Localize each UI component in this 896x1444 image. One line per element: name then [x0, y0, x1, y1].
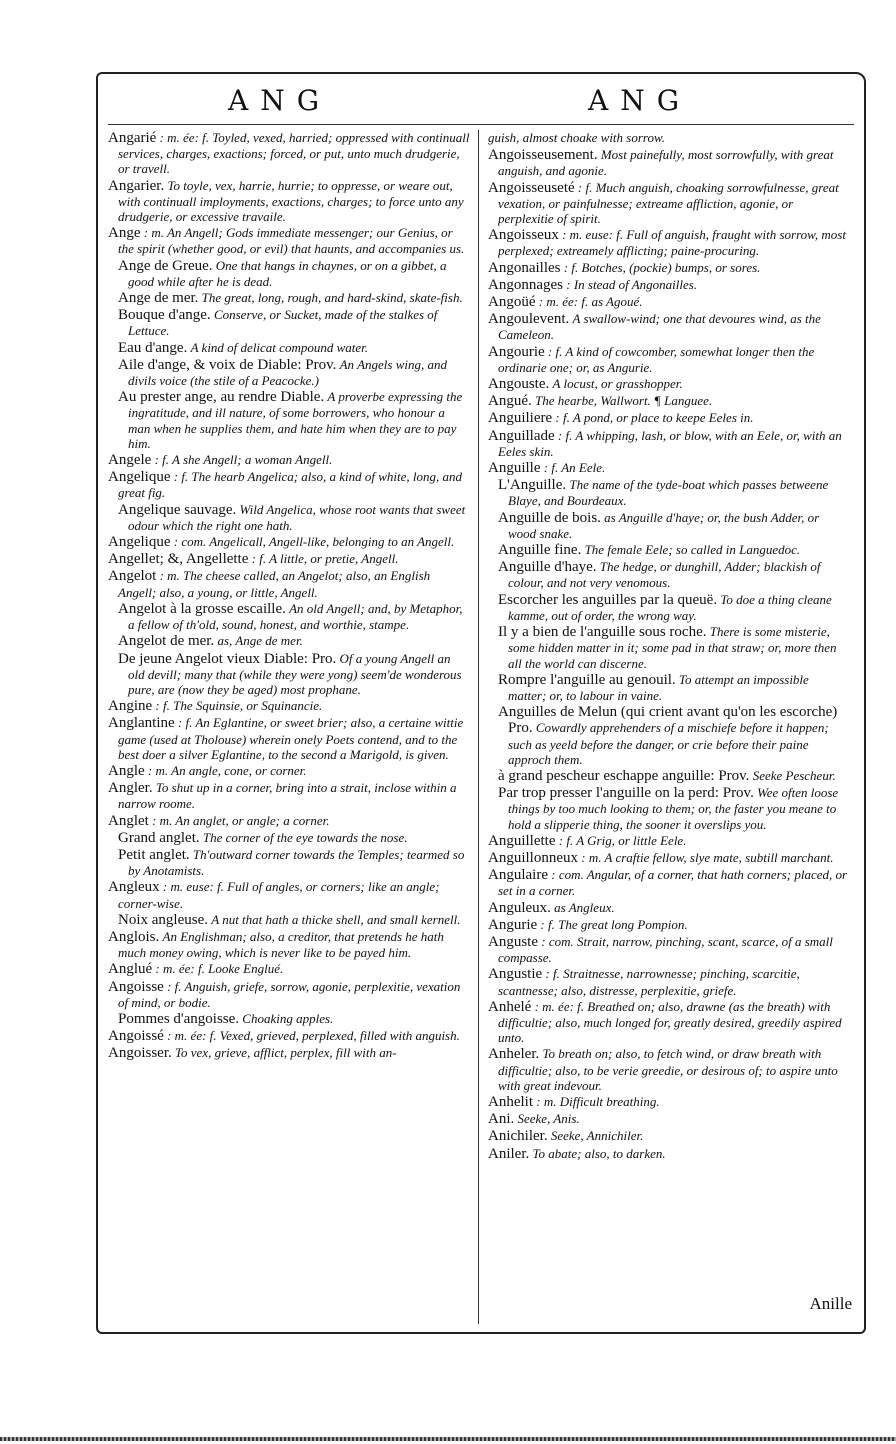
entry-definition: : m. An anglet, or angle; a corner.: [152, 812, 330, 828]
entry-headword: Angoüé: [488, 294, 536, 311]
entry-definition: : m. ée: f. Toyled, vexed, harried; oppressed with continuall services, charges, exactions; forced, or put, unto much drudgerie, or travell.: [118, 130, 470, 177]
entry-headword: Angurie: [488, 916, 538, 933]
entry-definition: : f. The Squinsie, or Squinancie.: [155, 698, 323, 714]
dictionary-entry: [488, 477, 850, 508]
entry-headword: Angleux: [108, 879, 160, 896]
entry-headword: Pommes d'angoisse.: [118, 1010, 240, 1027]
dictionary-entry: [488, 704, 850, 767]
entry-definition: : f. The great long Pompion.: [540, 916, 688, 932]
dictionary-entry: [488, 867, 850, 898]
dictionary-entry: [108, 780, 470, 811]
dictionary-entry: [488, 130, 850, 146]
entry-headword: Angelot à la grosse escaille.: [118, 600, 286, 617]
dictionary-entry: [108, 601, 470, 632]
dictionary-entry: [488, 999, 850, 1046]
running-header: [98, 84, 864, 124]
dictionary-entry: [488, 227, 850, 258]
dictionary-entry: [108, 568, 470, 599]
dictionary-page: [96, 72, 866, 1334]
dictionary-entry: [488, 147, 850, 178]
entry-definition: Of a young Angell an old devill; many that (while they were yong) seem'de wonderous pure, are (now they be aged) most prophane.: [128, 650, 462, 697]
dictionary-entry: [108, 258, 470, 289]
dictionary-entry: [108, 534, 470, 550]
entry-definition: Th'outward corner towards the Temples; tearmed so by Anotamists.: [128, 846, 465, 879]
dictionary-entry: [488, 510, 850, 541]
entry-definition: There is some misterie, some hidden matter in it; some pad in that straw; or, more then all the world can discerne.: [508, 624, 837, 671]
entry-headword: à grand pescheur eschappe anguille: Prov.: [498, 767, 750, 784]
entry-headword: Aile d'ange, & voix de Diable: Prov.: [118, 356, 337, 373]
entry-definition: : f. An Eglantine, or sweet brier; also, a certaine wittie game (used at Tholouse) wherein onely Poets contend, and to the best doer a silver Eglantine, to the second a Marigold, is given.: [118, 715, 464, 762]
entry-definition: An old Angell; and, by Metaphor, a fellow of th'old, sound, honest, and worthie, stampe.: [128, 600, 463, 633]
dictionary-entry: [488, 785, 850, 832]
dictionary-entry: [108, 551, 470, 567]
entry-headword: Angelique sauvage.: [118, 501, 237, 518]
dictionary-entry: [488, 542, 850, 558]
dictionary-entry: [108, 307, 470, 338]
entry-definition: To vex, grieve, afflict, perplex, fill with an-: [175, 1045, 397, 1061]
entry-definition: : m. The cheese called, an Angelot; also, an English Angell; also, a young, or little, Angell.: [118, 568, 431, 600]
entry-headword: Anguilles de Melun (qui crient avant qu'on les escorche) Pro.: [498, 704, 838, 737]
entry-headword: Il y a bien de l'anguille sous roche.: [498, 624, 707, 641]
entry-definition: : m. ée: f. Vexed, grieved, perplexed, filled with anguish.: [167, 1028, 460, 1044]
entry-headword: Anguillette: [488, 832, 556, 849]
entry-definition: : m. ée: f. as Agoué.: [538, 294, 643, 310]
entry-definition: A locust, or grasshopper.: [552, 376, 683, 392]
entry-definition: To abate; also, to darken.: [532, 1145, 666, 1161]
entry-definition: : m. An angle, cone, or corner.: [147, 762, 307, 778]
entry-headword: Angoisser.: [108, 1045, 172, 1062]
dictionary-entry: [108, 469, 470, 500]
dictionary-entry: [108, 961, 470, 977]
entry-definition: : f. Much anguish, choaking sorrowfulnesse, great vexation, or painfulnesse; extreame affliction, agonie, or perplexitie of spirit.: [498, 179, 839, 227]
dictionary-entry: [108, 763, 470, 779]
entry-headword: Angine: [108, 698, 153, 715]
entry-definition: Wee often loose things by too much looking to them; or, the faster you meane to hold a slipperie thing, the sooner it overslips you.: [508, 785, 839, 832]
entry-headword: Angoisseuseté: [488, 179, 575, 196]
entry-headword: Angele: [108, 452, 152, 469]
entry-definition: : com. Strait, narrow, pinching, scant, scarce, of a small compasse.: [498, 933, 833, 966]
entry-headword: Ange de Greue.: [118, 257, 213, 274]
entry-headword: Anguste: [488, 933, 538, 950]
entry-definition: To breath on; also, to fetch wind, or draw breath with difficultie; also, to be verie greedie, or desirous of; to aspire unto with great indevour.: [498, 1046, 838, 1093]
catchword: Anille: [809, 1294, 852, 1313]
entry-definition: Seeke, Annichiler.: [550, 1128, 644, 1144]
entry-definition: : m. ée: f. Breathed on; also, drawne (as the breath) with difficultie; also, much longed for, greatly desired, greedily aspired unto.: [498, 998, 842, 1046]
entry-headword: Anglantine: [108, 715, 175, 732]
dictionary-entry: [108, 357, 470, 388]
entry-headword: Aniler.: [488, 1145, 530, 1162]
entry-headword: Anglois.: [108, 928, 160, 945]
entry-definition: : f. A pond, or place to keepe Eeles in.: [555, 410, 754, 426]
entry-definition: as Angleux.: [554, 899, 615, 915]
dictionary-entry: [488, 393, 850, 409]
dictionary-entry: [108, 698, 470, 714]
dictionary-entry: [108, 225, 470, 256]
dictionary-entry: [108, 130, 470, 177]
entry-definition: The hedge, or dunghill, Adder; blackish of colour, and not very venomous.: [508, 559, 821, 591]
entry-definition: : f. Anguish, griefe, sorrow, agonie, perplexitie, vexation of mind, or bodie.: [118, 978, 461, 1010]
dictionary-entry: [108, 929, 470, 960]
dictionary-entry: [488, 559, 850, 590]
entry-definition: : f. A kind of cowcomber, somewhat longer then the ordinarie one; or, as Angurie.: [498, 343, 815, 375]
entry-definition: : f. An Eele.: [543, 460, 606, 476]
entry-headword: Anglué: [108, 961, 153, 978]
entry-definition: Wild Angelica, whose root wants that sweet odour which the right one hath.: [128, 501, 466, 533]
entry-definition: An Angels wing, and divils voice (the stile of a Peacocke.): [128, 356, 447, 389]
dictionary-entry: [488, 260, 850, 276]
dictionary-entry: [488, 460, 850, 476]
header-right: ANG: [588, 84, 692, 117]
entry-headword: Angoisse: [108, 978, 164, 995]
column-divider: [478, 130, 479, 1324]
entry-definition: : m. Difficult breathing.: [536, 1093, 660, 1109]
entry-headword: Angustie: [488, 966, 543, 983]
entry-headword: Bouque d'ange.: [118, 307, 211, 324]
dictionary-entry: [108, 979, 470, 1010]
dictionary-entry: [488, 1111, 850, 1127]
entry-headword: Angarier.: [108, 177, 165, 194]
right-column: [488, 130, 850, 1163]
entry-definition: A nut that hath a thicke shell, and small kernell.: [211, 911, 461, 927]
entry-headword: Angelot de mer.: [118, 633, 215, 650]
entry-headword: Par trop presser l'anguille on la perd: Prov.: [498, 785, 754, 802]
dictionary-entry: [488, 1128, 850, 1144]
dictionary-entry: [108, 340, 470, 356]
entry-definition: An Englishman; also, a creditor, that pretends he hath much money owing, which is never like to be payed him.: [118, 928, 444, 961]
entry-definition: A proverbe expressing the ingratitude, and ill nature, of some borrowers, who honour a man when he supplies them, and hate him when they are to pay him.: [128, 389, 463, 451]
entry-definition: : m. A craftie fellow, slye mate, subtill marchant.: [581, 849, 834, 865]
dictionary-entry: [108, 633, 470, 649]
entry-definition: : com. Angular, of a corner, that hath corners; placed, or set in a corner.: [498, 867, 848, 899]
dictionary-entry: [108, 389, 470, 451]
dictionary-entry: [108, 912, 470, 928]
entry-headword: Angoisseux: [488, 227, 559, 244]
dictionary-entry: [488, 277, 850, 293]
dictionary-entry: [488, 428, 850, 459]
entry-headword: Angelot: [108, 568, 157, 585]
dictionary-entry: [488, 592, 850, 623]
entry-definition: Conserve, or Sucket, made of the stalkes of Lettuce.: [128, 307, 438, 339]
entry-headword: Ani.: [488, 1111, 515, 1128]
scan-edge: [0, 1437, 896, 1441]
dictionary-entry: [108, 813, 470, 829]
entry-definition: Choaking apples.: [242, 1010, 334, 1026]
entry-headword: Anhelé: [488, 998, 532, 1015]
entry-definition: : com. Angelicall, Angell-like, belonging to an Angell.: [173, 534, 455, 550]
dictionary-entry: [488, 376, 850, 392]
entry-headword: Angarié: [108, 130, 157, 146]
dictionary-entry: [488, 934, 850, 965]
entry-definition: guish, almost choake with sorrow.: [488, 130, 665, 145]
entry-headword: Noix angleuse.: [118, 911, 208, 928]
entry-headword: Angué.: [488, 393, 532, 410]
entry-definition: as, Ange de mer.: [217, 633, 303, 649]
entry-definition: The corner of the eye towards the nose.: [202, 829, 408, 845]
dictionary-entry: [488, 410, 850, 426]
entry-definition: : f. A she Angell; a woman Angell.: [154, 452, 333, 468]
entry-definition: : f. The hearb Angelica; also, a kind of white, long, and great fig.: [118, 469, 462, 501]
entry-headword: Grand anglet.: [118, 829, 200, 846]
entry-headword: Au prester ange, au rendre Diable.: [118, 389, 325, 406]
entry-definition: : m. euse: f. Full of anguish, fraught with sorrow, most perplexed; extreamely afflicting; paine-procuring.: [498, 227, 846, 259]
dictionary-entry: [488, 344, 850, 375]
dictionary-entry: [488, 624, 850, 671]
entry-headword: Anguiliere: [488, 410, 553, 427]
entry-definition: The hearbe, Wallwort. ¶ Languee.: [535, 393, 713, 409]
entry-definition: The name of the tyde-boat which passes betweene Blaye, and Bourdeaux.: [508, 477, 829, 509]
entry-headword: Angelique: [108, 534, 171, 551]
dictionary-entry: [488, 294, 850, 310]
entry-definition: : f. Straitnesse, narrownesse; pinching, scarcitie, scantnesse; also, distresse, perplexitie, griefe.: [498, 966, 800, 998]
entry-headword: De jeune Angelot vieux Diable: Pro.: [118, 650, 337, 667]
entry-definition: Seeke Pescheur.: [752, 767, 836, 783]
dictionary-entry: [108, 1011, 470, 1027]
entry-headword: Eau d'ange.: [118, 339, 188, 356]
entry-headword: L'Anguille.: [498, 477, 567, 494]
entry-definition: To shut up in a corner, bring into a strait, inclose within a narrow roome.: [118, 780, 457, 812]
dictionary-entry: [488, 1094, 850, 1110]
entry-headword: Ange de mer.: [118, 290, 199, 307]
entry-headword: Angoissé: [108, 1028, 164, 1045]
entry-headword: Anglet: [108, 812, 149, 829]
dictionary-entry: [488, 917, 850, 933]
dictionary-entry: [108, 847, 470, 878]
entry-definition: Seeke, Anis.: [517, 1111, 580, 1127]
entry-headword: Rompre l'anguille au genouil.: [498, 671, 676, 688]
entry-headword: Anguleux.: [488, 899, 551, 916]
dictionary-entry: [108, 290, 470, 306]
entry-definition: Cowardly apprehenders of a mischiefe before it happen; such as yeeld before the danger, or crie before their paine approch them.: [508, 720, 829, 767]
header-rule: [108, 124, 854, 125]
header-left: ANG: [228, 84, 332, 117]
entry-headword: Angellet; &, Angellette: [108, 551, 249, 568]
entry-definition: The great, long, rough, and hard-skind, skate-fish.: [201, 290, 463, 306]
dictionary-entry: [488, 833, 850, 849]
entry-definition: To toyle, vex, harrie, hurrie; to oppresse, or weare out, with continuall imployments, exactions, charges; to force unto any drudgerie, or excessive travaile.: [118, 177, 464, 225]
dictionary-entry: [488, 311, 850, 342]
entry-headword: Angulaire: [488, 867, 548, 884]
entry-definition: One that hangs in chaynes, or on a gibbet, a good while after he is dead.: [128, 257, 447, 289]
entry-definition: A swallow-wind; one that devoures wind, as the Cameleon.: [498, 311, 821, 343]
dictionary-entry: [488, 768, 850, 784]
entry-headword: Anguille de bois.: [498, 509, 601, 526]
entry-definition: To doe a thing cleane kamme, out of order, the wrong way.: [508, 591, 832, 623]
entry-definition: as Anguille d'haye; or, the bush Adder, or wood snake.: [508, 509, 820, 541]
entry-definition: The female Eele; so called in Languedoc.: [584, 542, 801, 558]
entry-definition: : m. ée: f. Looke Englué.: [155, 961, 284, 977]
dictionary-entry: [488, 1046, 850, 1093]
left-column: [108, 130, 470, 1063]
dictionary-entry: [108, 879, 470, 910]
dictionary-entry: [108, 715, 470, 762]
entry-definition: : f. A Grig, or little Eele.: [558, 832, 687, 848]
entry-definition: : In stead of Angonailles.: [566, 276, 698, 292]
entry-definition: : f. Botches, (pockie) bumps, or sores.: [563, 259, 761, 275]
dictionary-entry: [488, 850, 850, 866]
entry-definition: : m. An Angell; Gods immediate messenger; our Genius, or the spirit (whether good, or evil) that haunts, and accompanies us.: [118, 225, 465, 257]
entry-definition: A kind of delicat compound water.: [190, 339, 368, 355]
entry-headword: Angelique: [108, 469, 171, 486]
dictionary-entry: [108, 452, 470, 468]
entry-headword: Anheler.: [488, 1046, 540, 1063]
entry-headword: Anguillonneux: [488, 849, 578, 866]
dictionary-entry: [108, 830, 470, 846]
dictionary-entry: [488, 1146, 850, 1162]
entry-headword: Anguille d'haye.: [498, 559, 597, 576]
entry-headword: Angle: [108, 762, 145, 779]
dictionary-entry: [108, 178, 470, 225]
entry-headword: Angouste.: [488, 376, 550, 393]
entry-headword: Angoulevent.: [488, 311, 570, 328]
entry-definition: : f. A little, or pretie, Angell.: [251, 551, 399, 567]
entry-headword: Angler.: [108, 780, 153, 797]
dictionary-entry: [488, 672, 850, 703]
entry-headword: Escorcher les anguilles par la queuë.: [498, 591, 718, 608]
dictionary-entry: [108, 1028, 470, 1044]
entry-headword: Anichiler.: [488, 1128, 548, 1145]
entry-headword: Ange: [108, 225, 141, 242]
dictionary-entry: [108, 651, 470, 698]
entry-headword: Angonailles: [488, 259, 561, 276]
entry-headword: Angoisseusement.: [488, 147, 598, 164]
dictionary-entry: [488, 900, 850, 916]
entry-headword: Anguille: [488, 460, 541, 477]
entry-headword: Anguille fine.: [498, 542, 582, 559]
dictionary-entry: [108, 502, 470, 533]
entry-definition: : f. A whipping, lash, or blow, with an Eele, or, with an Eeles skin.: [498, 427, 842, 459]
dictionary-entry: [488, 966, 850, 997]
entry-headword: Anguillade: [488, 427, 555, 444]
entry-headword: Petit anglet.: [118, 846, 190, 863]
dictionary-entry: [488, 180, 850, 227]
entry-definition: Most painefully, most sorrowfully, with great anguish, and agonie.: [498, 147, 834, 179]
entry-headword: Angourie: [488, 343, 545, 360]
entry-definition: : m. euse: f. Full of angles, or corners; like an angle; corner-wise.: [118, 879, 440, 911]
entry-headword: Angonnages: [488, 276, 563, 293]
entry-definition: To attempt an impossible matter; or, to labour in vaine.: [508, 671, 809, 703]
entry-headword: Anhelit: [488, 1093, 533, 1110]
dictionary-entry: [108, 1045, 470, 1061]
